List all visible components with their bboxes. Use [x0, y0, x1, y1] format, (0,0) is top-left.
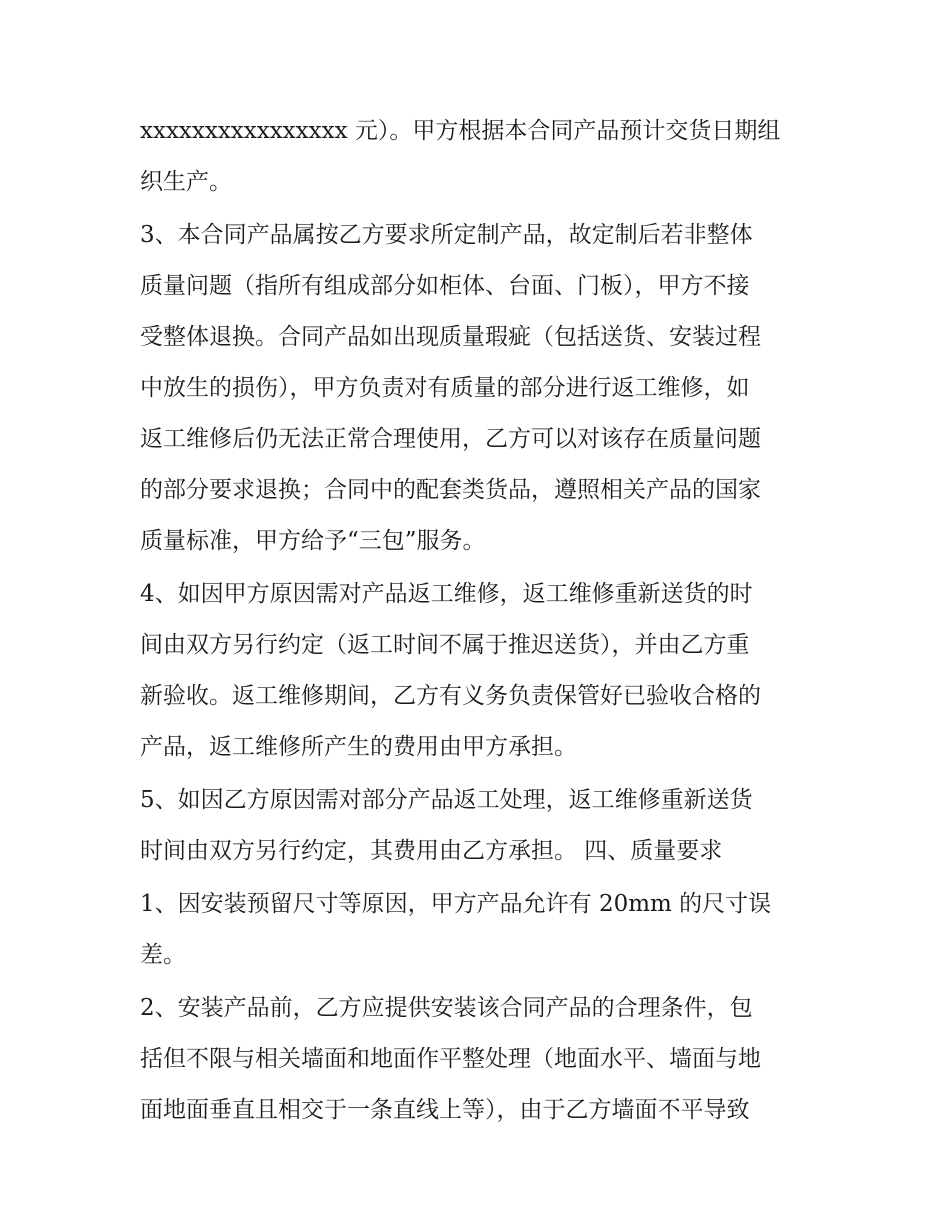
text-line: 中放生的损伤），甲方负责对有质量的部分进行返工维修，如	[140, 375, 750, 401]
text-line: 3、本合同产品属按乙方要求所定制产品，故定制后若非整体	[140, 222, 753, 248]
text-line: 织生产。	[140, 169, 232, 195]
text-line: 2、安装产品前，乙方应提供安装该合同产品的合理条件，包	[140, 995, 753, 1021]
text-line: 4、如因甲方原因需对产品返工维修，返工维修重新送货的时	[140, 581, 753, 607]
text-line: 面地面垂直且相交于一条直线上等），由于乙方墙面不平导致	[140, 1097, 750, 1123]
text-line: 括但不限与相关墙面和地面作平整处理（地面水平、墙面与地	[140, 1046, 761, 1072]
text-line: 间由双方另行约定（返工时间不属于推迟送货），并由乙方重	[140, 632, 750, 658]
text-line: 产品，返工维修所产生的费用由甲方承担。	[140, 734, 577, 760]
text-line: xxxxxxxxxxxxxxxx 元）。甲方根据本合同产品预计交货日期组	[140, 118, 781, 144]
text-line: 差。	[140, 942, 186, 968]
text-line: 受整体退换。合同产品如出现质量瑕疵（包括送货、安装过程	[140, 324, 761, 350]
text-line: 1、因安装预留尺寸等原因，甲方产品允许有 20mm 的尺寸误	[140, 891, 772, 917]
text-line: 质量问题（指所有组成部分如柜体、台面、门板），甲方不接	[140, 273, 750, 299]
text-line: 时间由双方另行约定，其费用由乙方承担。 四、质量要求	[140, 838, 723, 864]
text-line: 质量标准，甲方给予“三包”服务。	[140, 528, 486, 554]
text-line: 5、如因乙方原因需对部分产品返工处理，返工维修重新送货	[140, 787, 753, 813]
text-line: 的部分要求退换；合同中的配套类货品，遵照相关产品的国家	[140, 477, 761, 503]
text-line: 新验收。返工维修期间，乙方有义务负责保管好已验收合格的	[140, 683, 761, 709]
document-body	[140, 106, 820, 1136]
text-line: 返工维修后仍无法正常合理使用，乙方可以对该存在质量问题	[140, 426, 761, 452]
